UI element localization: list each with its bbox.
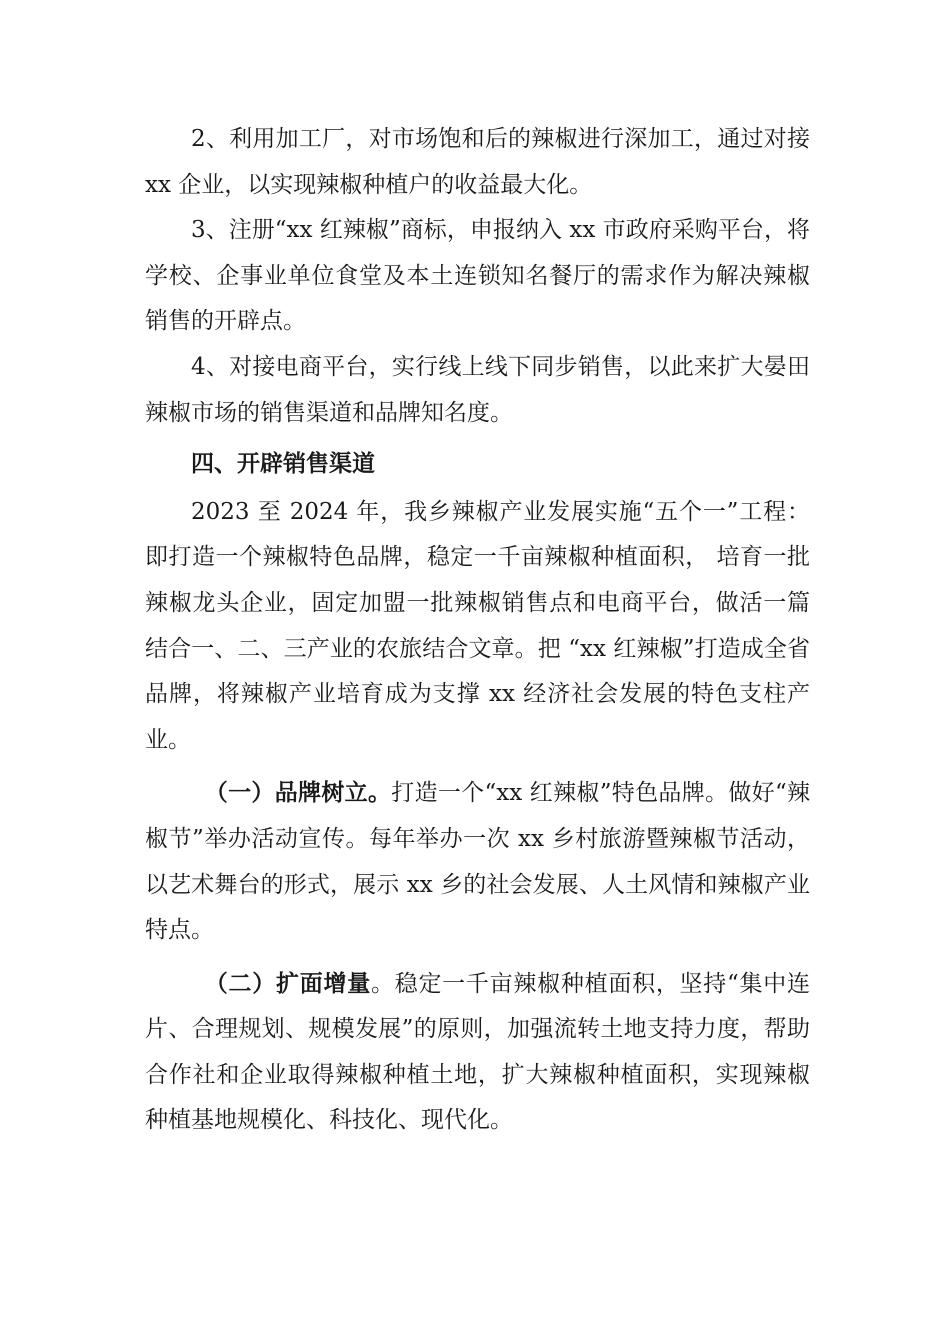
subsection-brand [145, 771, 810, 953]
subsection-brand-text: 打造一个“xx 红辣椒”特色品牌。做好“辣椒节”举办活动宣传。每年举办一次 xx 乡村旅游暨辣椒节活动，以艺术舞台的形式，展示 xx 乡的社会发展、人土风情和辣椒产业特点。 [145, 780, 811, 944]
list-item-2: 2、利用加工厂，对市场饱和后的辣椒进行深加工，通过对接 xx 企业，以实现辣椒种植户的收益最大化。 [145, 126, 810, 198]
list-item-4: 4、对接电商平台，实行线上线下同步销售，以此来扩大晏田辣椒市场的销售渠道和品牌知名度。 [145, 353, 810, 426]
subsection-expansion [145, 962, 810, 1144]
subsection-expansion-text: 。稳定一千亩辣椒种植面积，坚持“集中连片、合理规划、规模发展”的原则，加强流转土地支持力度，帮助合作社和企业取得辣椒种植土地，扩大辣椒种植面积，实现辣椒种植基地规模化、科技化、现代化。 [145, 970, 811, 1134]
subsection-expansion-lead: （二）扩面增量 [204, 970, 371, 997]
subsection-brand-lead: （一）品牌树立。 [204, 780, 392, 807]
section-intro: 2023 至 2024 年，我乡辣椒产业发展实施“五个一”工程：即打造一个辣椒特色品牌，稳定一千亩辣椒种植面积， 培育一批辣椒龙头企业，固定加盟一批辣椒销售点和电商平台，做活一篇结合一、二、三产业的农旅结合文章。把 “xx 红辣椒”打造成全省品牌，将辣椒产业培育成为支撑 xx 经济社会发展的特色支柱产业。 [145, 498, 810, 753]
document-body [145, 117, 810, 1144]
section-heading: 四、开辟销售渠道 [191, 451, 375, 478]
list-item-3: 3、注册“xx 红辣椒”商标，申报纳入 xx 市政府采购平台，将学校、企事业单位食堂及本土连锁知名餐厅的需求作为解决辣椒销售的开辟点。 [145, 217, 810, 335]
